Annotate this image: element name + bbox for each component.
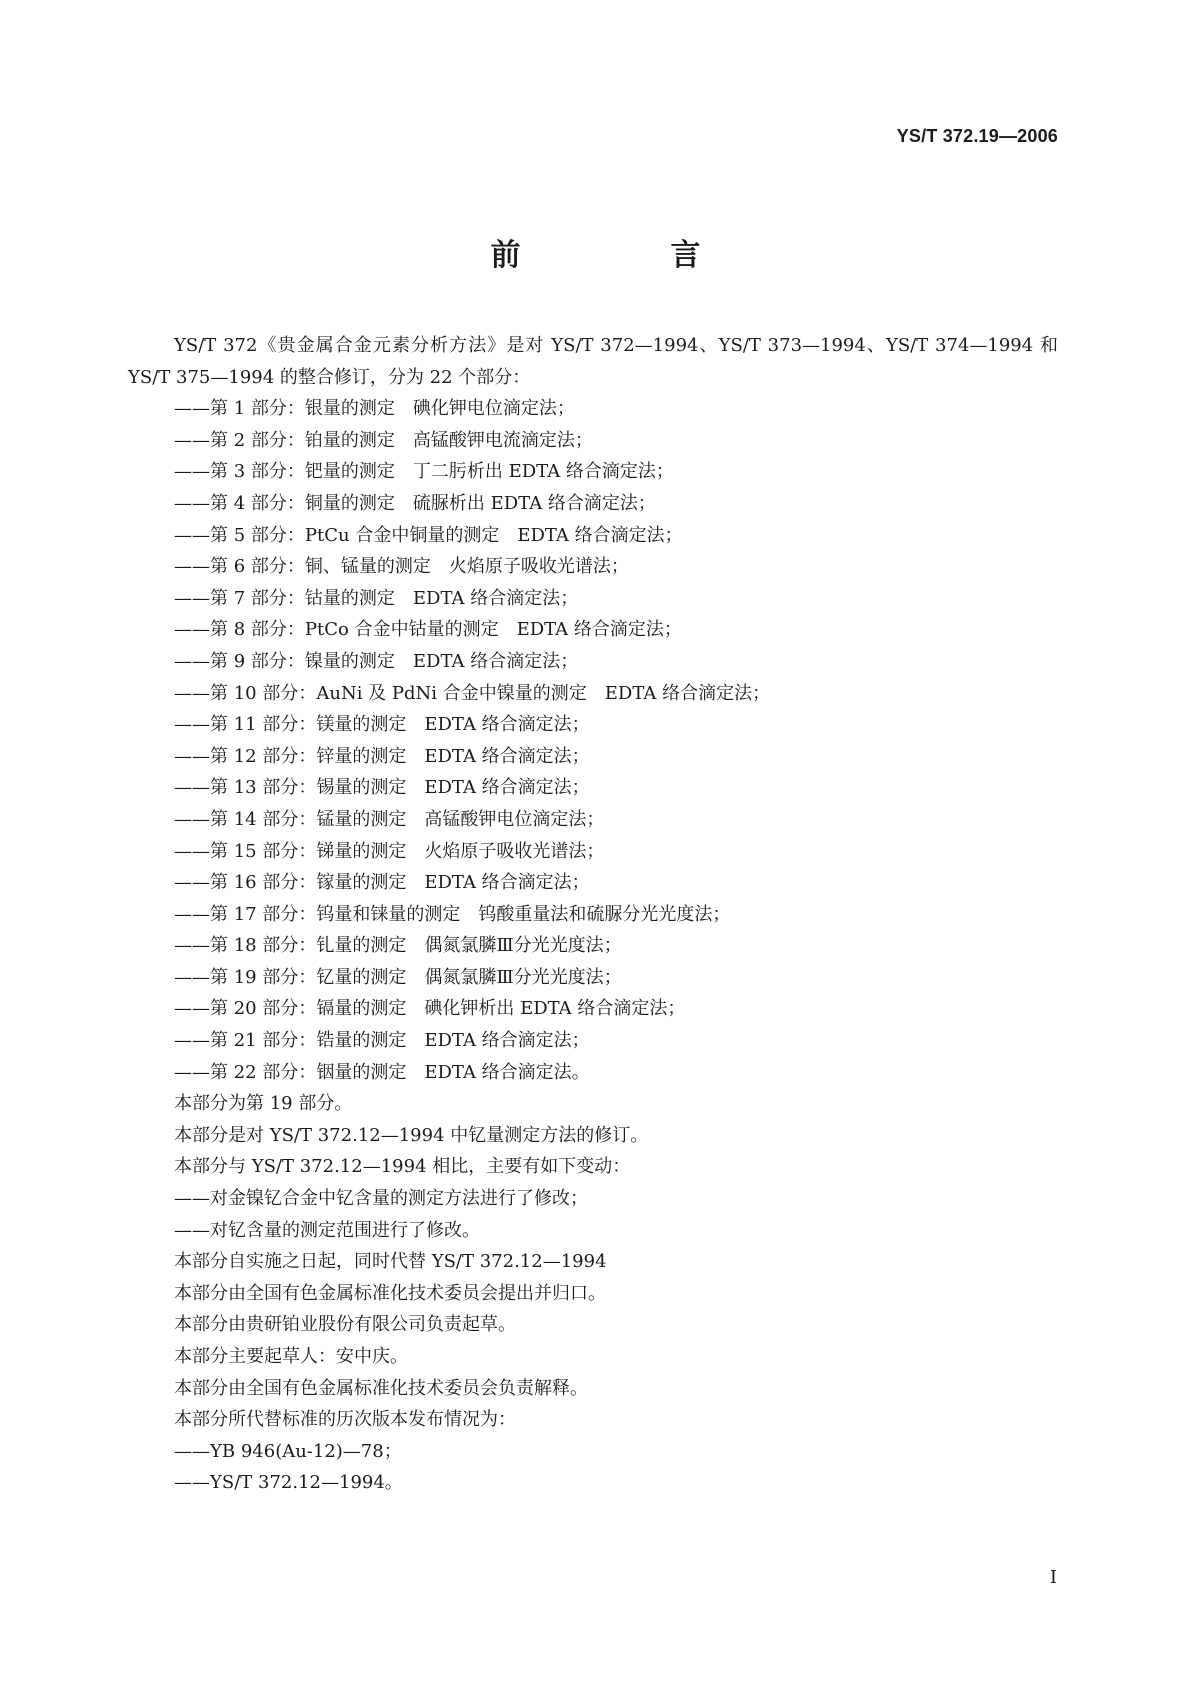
part-item: ——第 6 部分：铜、锰量的测定 火焰原子吸收光谱法； bbox=[174, 556, 629, 578]
change-item: ——对金镍钇合金中钇含量的测定方法进行了修改； bbox=[174, 1188, 588, 1210]
note-line: 本部分是对 YS/T 372.12—1994 中钇量测定方法的修订。 bbox=[174, 1124, 649, 1146]
part-item: ——第 5 部分：PtCu 合金中铜量的测定 EDTA 络合滴定法； bbox=[174, 524, 683, 546]
part-item: ——第 13 部分：锡量的测定 EDTA 络合滴定法； bbox=[174, 777, 590, 799]
part-item: ——第 22 部分：铟量的测定 EDTA 络合滴定法。 bbox=[174, 1061, 590, 1083]
intro-paragraph: YS/T 372《贵金属合金元素分析方法》是对 YS/T 372—1994、YS/T 373—1994、YS/T 374—1994 和 YS/T 375—1994 的整合修订，分为 22 个部分： bbox=[128, 335, 1058, 388]
part-item: ——第 17 部分：钨量和铼量的测定 钨酸重量法和硫脲分光光度法； bbox=[174, 903, 731, 925]
part-item: ——第 20 部分：镉量的测定 碘化钾析出 EDTA 络合滴定法； bbox=[174, 998, 686, 1020]
part-item: ——第 11 部分：镁量的测定 EDTA 络合滴定法； bbox=[174, 714, 590, 736]
statement-line: 本部分由全国有色金属标准化技术委员会提出并归口。 bbox=[174, 1282, 606, 1304]
statement-line: 本部分主要起草人：安中庆。 bbox=[174, 1346, 408, 1367]
part-item: ——第 2 部分：铂量的测定 高锰酸钾电流滴定法； bbox=[174, 429, 593, 451]
part-item: ——第 21 部分：锆量的测定 EDTA 络合滴定法； bbox=[174, 1030, 590, 1052]
statement-line: 本部分所代替标准的历次版本发布情况为： bbox=[174, 1409, 516, 1431]
part-item: ——第 1 部分：银量的测定 碘化钾电位滴定法； bbox=[174, 398, 575, 420]
part-item: ——第 9 部分：镍量的测定 EDTA 络合滴定法； bbox=[174, 650, 579, 672]
page-number: I bbox=[1049, 1567, 1057, 1588]
part-item: ——第 4 部分：铜量的测定 硫脲析出 EDTA 络合滴定法； bbox=[174, 492, 656, 514]
part-item: ——第 18 部分：钆量的测定 偶氮氯膦Ⅲ分光光度法； bbox=[174, 935, 622, 957]
part-item: ——第 7 部分：钴量的测定 EDTA 络合滴定法； bbox=[174, 587, 579, 609]
standard-code: YS/T 372.19—2006 bbox=[896, 126, 1058, 146]
part-item: ——第 12 部分：锌量的测定 EDTA 络合滴定法； bbox=[174, 745, 590, 767]
foreword-body bbox=[128, 330, 1058, 1499]
part-item: ——第 19 部分：钇量的测定 偶氮氯膦Ⅲ分光光度法； bbox=[174, 966, 622, 988]
part-item: ——第 8 部分：PtCo 合金中钴量的测定 EDTA 络合滴定法； bbox=[174, 619, 682, 641]
part-item: ——第 16 部分：镓量的测定 EDTA 络合滴定法； bbox=[174, 872, 590, 894]
statement-line: 本部分由全国有色金属标准化技术委员会负责解释。 bbox=[174, 1377, 588, 1399]
part-item: ——第 3 部分：钯量的测定 丁二肟析出 EDTA 络合滴定法； bbox=[174, 461, 674, 483]
history-item: ——YB 946(Au-12)—78； bbox=[174, 1440, 402, 1462]
part-item: ——第 10 部分：AuNi 及 PdNi 合金中镍量的测定 EDTA 络合滴定法； bbox=[174, 682, 771, 704]
page-title: 前 言 bbox=[490, 238, 761, 273]
parts-list bbox=[128, 393, 1058, 1088]
statement-line: 本部分自实施之日起，同时代替 YS/T 372.12—1994 bbox=[174, 1251, 607, 1273]
part-item: ——第 15 部分：锑量的测定 火焰原子吸收光谱法； bbox=[174, 840, 605, 862]
note-line: 本部分为第 19 部分。 bbox=[174, 1093, 353, 1115]
note-line: 本部分与 YS/T 372.12—1994 相比，主要有如下变动： bbox=[174, 1156, 631, 1178]
statement-line: 本部分由贵研铂业股份有限公司负责起草。 bbox=[174, 1314, 516, 1336]
change-item: ——对钇含量的测定范围进行了修改。 bbox=[174, 1219, 480, 1241]
history-item: ——YS/T 372.12—1994。 bbox=[174, 1472, 403, 1494]
part-item: ——第 14 部分：锰量的测定 高锰酸钾电位滴定法； bbox=[174, 808, 605, 830]
